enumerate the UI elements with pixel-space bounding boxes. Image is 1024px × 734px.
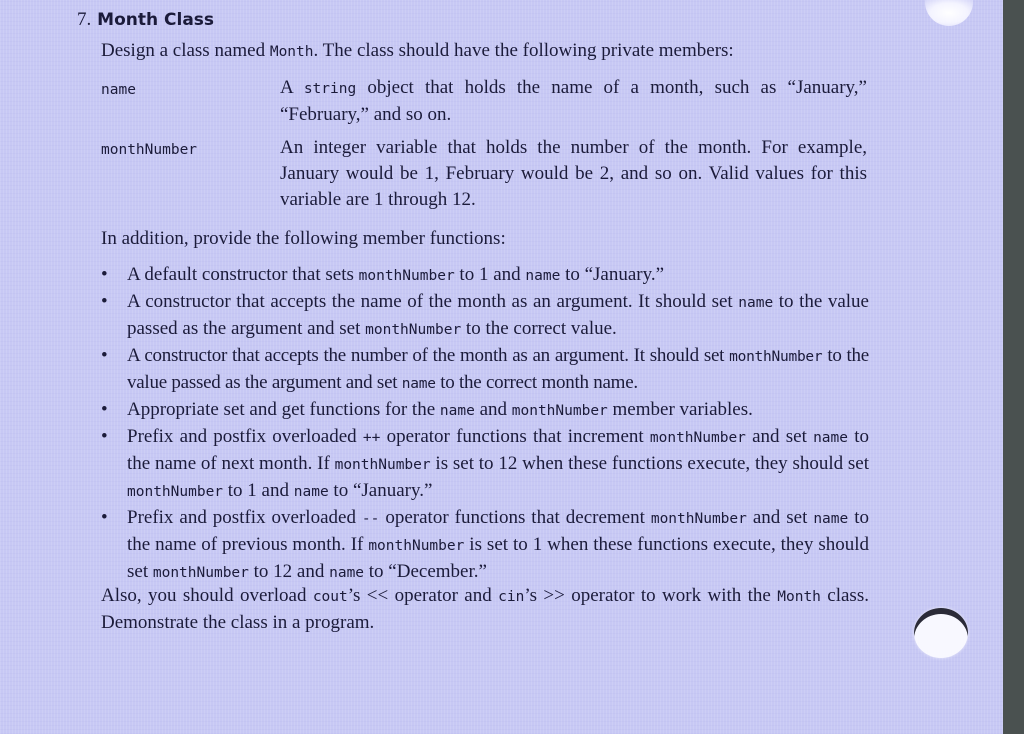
addition-paragraph: In addition, provide the following member functions:: [101, 228, 506, 249]
item-text: to the value passed as the argument and set: [127, 345, 869, 393]
member-description: [280, 75, 867, 128]
description-text: A: [280, 77, 304, 98]
item-text: to the value passed as the argument and set: [127, 291, 869, 339]
item-text: operator functions that increment: [380, 426, 650, 447]
intro-paragraph: [101, 38, 861, 65]
intro-text: . The class should have the following private members:: [313, 40, 734, 61]
class-name-code: Month: [269, 44, 314, 60]
list-item: [101, 262, 869, 289]
code-term: name: [293, 484, 329, 500]
item-text: operator functions that decrement: [379, 507, 651, 528]
bullet-dot: •: [101, 264, 108, 285]
item-text: to the correct month name.: [435, 372, 638, 393]
code-term: name: [401, 376, 436, 392]
code-term: monthNumber: [511, 403, 608, 419]
bullet-dot: •: [101, 426, 108, 447]
item-text: to the name of previous month. If: [127, 507, 869, 555]
code-term: monthNumber: [358, 268, 455, 284]
closing-text: Also, you should overload: [101, 585, 313, 606]
type-code: string: [303, 81, 357, 97]
code-term: name: [525, 268, 561, 284]
code-term: monthNumber: [650, 511, 747, 527]
list-item: [101, 397, 869, 424]
code-term: monthNumber: [334, 457, 431, 473]
item-text: and set: [746, 507, 814, 528]
list-item: [101, 289, 869, 343]
closing-text: class. Demonstrate the class in a program.: [101, 585, 869, 633]
description-text: object that holds the name of a month, such as “January,” “February,” and so on.: [280, 77, 867, 125]
item-text: and: [474, 399, 512, 420]
item-text: to 1 and: [454, 264, 526, 285]
member-identifier: name: [101, 82, 136, 98]
code-term: monthNumber: [152, 565, 249, 581]
item-text: to the correct value.: [461, 318, 617, 339]
code-term: cout: [312, 589, 348, 605]
item-text: and set: [745, 426, 814, 447]
code-term: name: [813, 430, 848, 446]
closing-text: ’s << operator and: [347, 585, 499, 606]
bullet-dot: •: [101, 507, 108, 528]
item-text: Appropriate set and get functions for the: [127, 399, 440, 420]
bullet-dot: •: [101, 291, 108, 312]
item-text: is set to 12 when these functions execute, they should set: [430, 453, 870, 474]
bullet-dot: •: [101, 345, 108, 366]
description-text: An integer variable that holds the number of the month. For example, January would be 1, February would be 2, and so on. Valid values for this variable are 1 through 12.: [280, 137, 867, 210]
item-text: A constructor that accepts the name of the month as an argument. It should set: [127, 291, 739, 312]
code-term: name: [738, 295, 774, 311]
item-text: A default constructor that sets: [127, 264, 359, 285]
code-term: name: [439, 403, 475, 419]
exercise-title: Month Class: [97, 10, 215, 30]
item-text: Prefix and postfix overloaded: [127, 507, 362, 528]
item-text: member variables.: [607, 399, 753, 420]
bullet-dot: •: [101, 399, 108, 420]
item-text: to “January.”: [328, 480, 433, 501]
item-text: to the name of next month. If: [127, 426, 869, 474]
list-item: [101, 424, 869, 505]
item-text: Prefix and postfix overloaded: [127, 426, 363, 447]
list-item: [101, 343, 869, 397]
code-term: monthNumber: [365, 322, 462, 338]
closing-text: ’s >> operator to work with the: [524, 585, 778, 606]
closing-paragraph: [101, 583, 869, 636]
code-term: name: [329, 565, 365, 581]
member-description: [280, 135, 867, 213]
page-edge-shadow: [1003, 0, 1024, 734]
code-term: monthNumber: [729, 349, 823, 365]
code-term: cin: [498, 589, 525, 605]
code-term: monthNumber: [127, 484, 224, 500]
code-term: monthNumber: [368, 538, 465, 554]
exercise-number: 7.: [77, 9, 92, 30]
item-text: to “January.”: [560, 264, 665, 285]
item-text: to 12 and: [248, 561, 330, 582]
binder-hole: [914, 608, 968, 658]
member-identifier: monthNumber: [101, 142, 198, 158]
item-text: to “December.”: [364, 561, 487, 582]
list-item: [101, 505, 869, 586]
code-term: ++: [362, 430, 381, 446]
exercise-heading: [77, 9, 214, 31]
item-text: to 1 and: [223, 480, 294, 501]
code-term: Month: [777, 589, 821, 605]
code-term: monthNumber: [649, 430, 746, 446]
member-function-list: [101, 262, 869, 586]
intro-text: Design a class named: [101, 40, 270, 61]
code-term: --: [361, 511, 380, 527]
item-text: is set to 1 when these functions execute, they should set: [127, 534, 869, 582]
item-text: A constructor that accepts the number of the month as an argument. It should set: [127, 345, 730, 366]
code-term: name: [813, 511, 849, 527]
